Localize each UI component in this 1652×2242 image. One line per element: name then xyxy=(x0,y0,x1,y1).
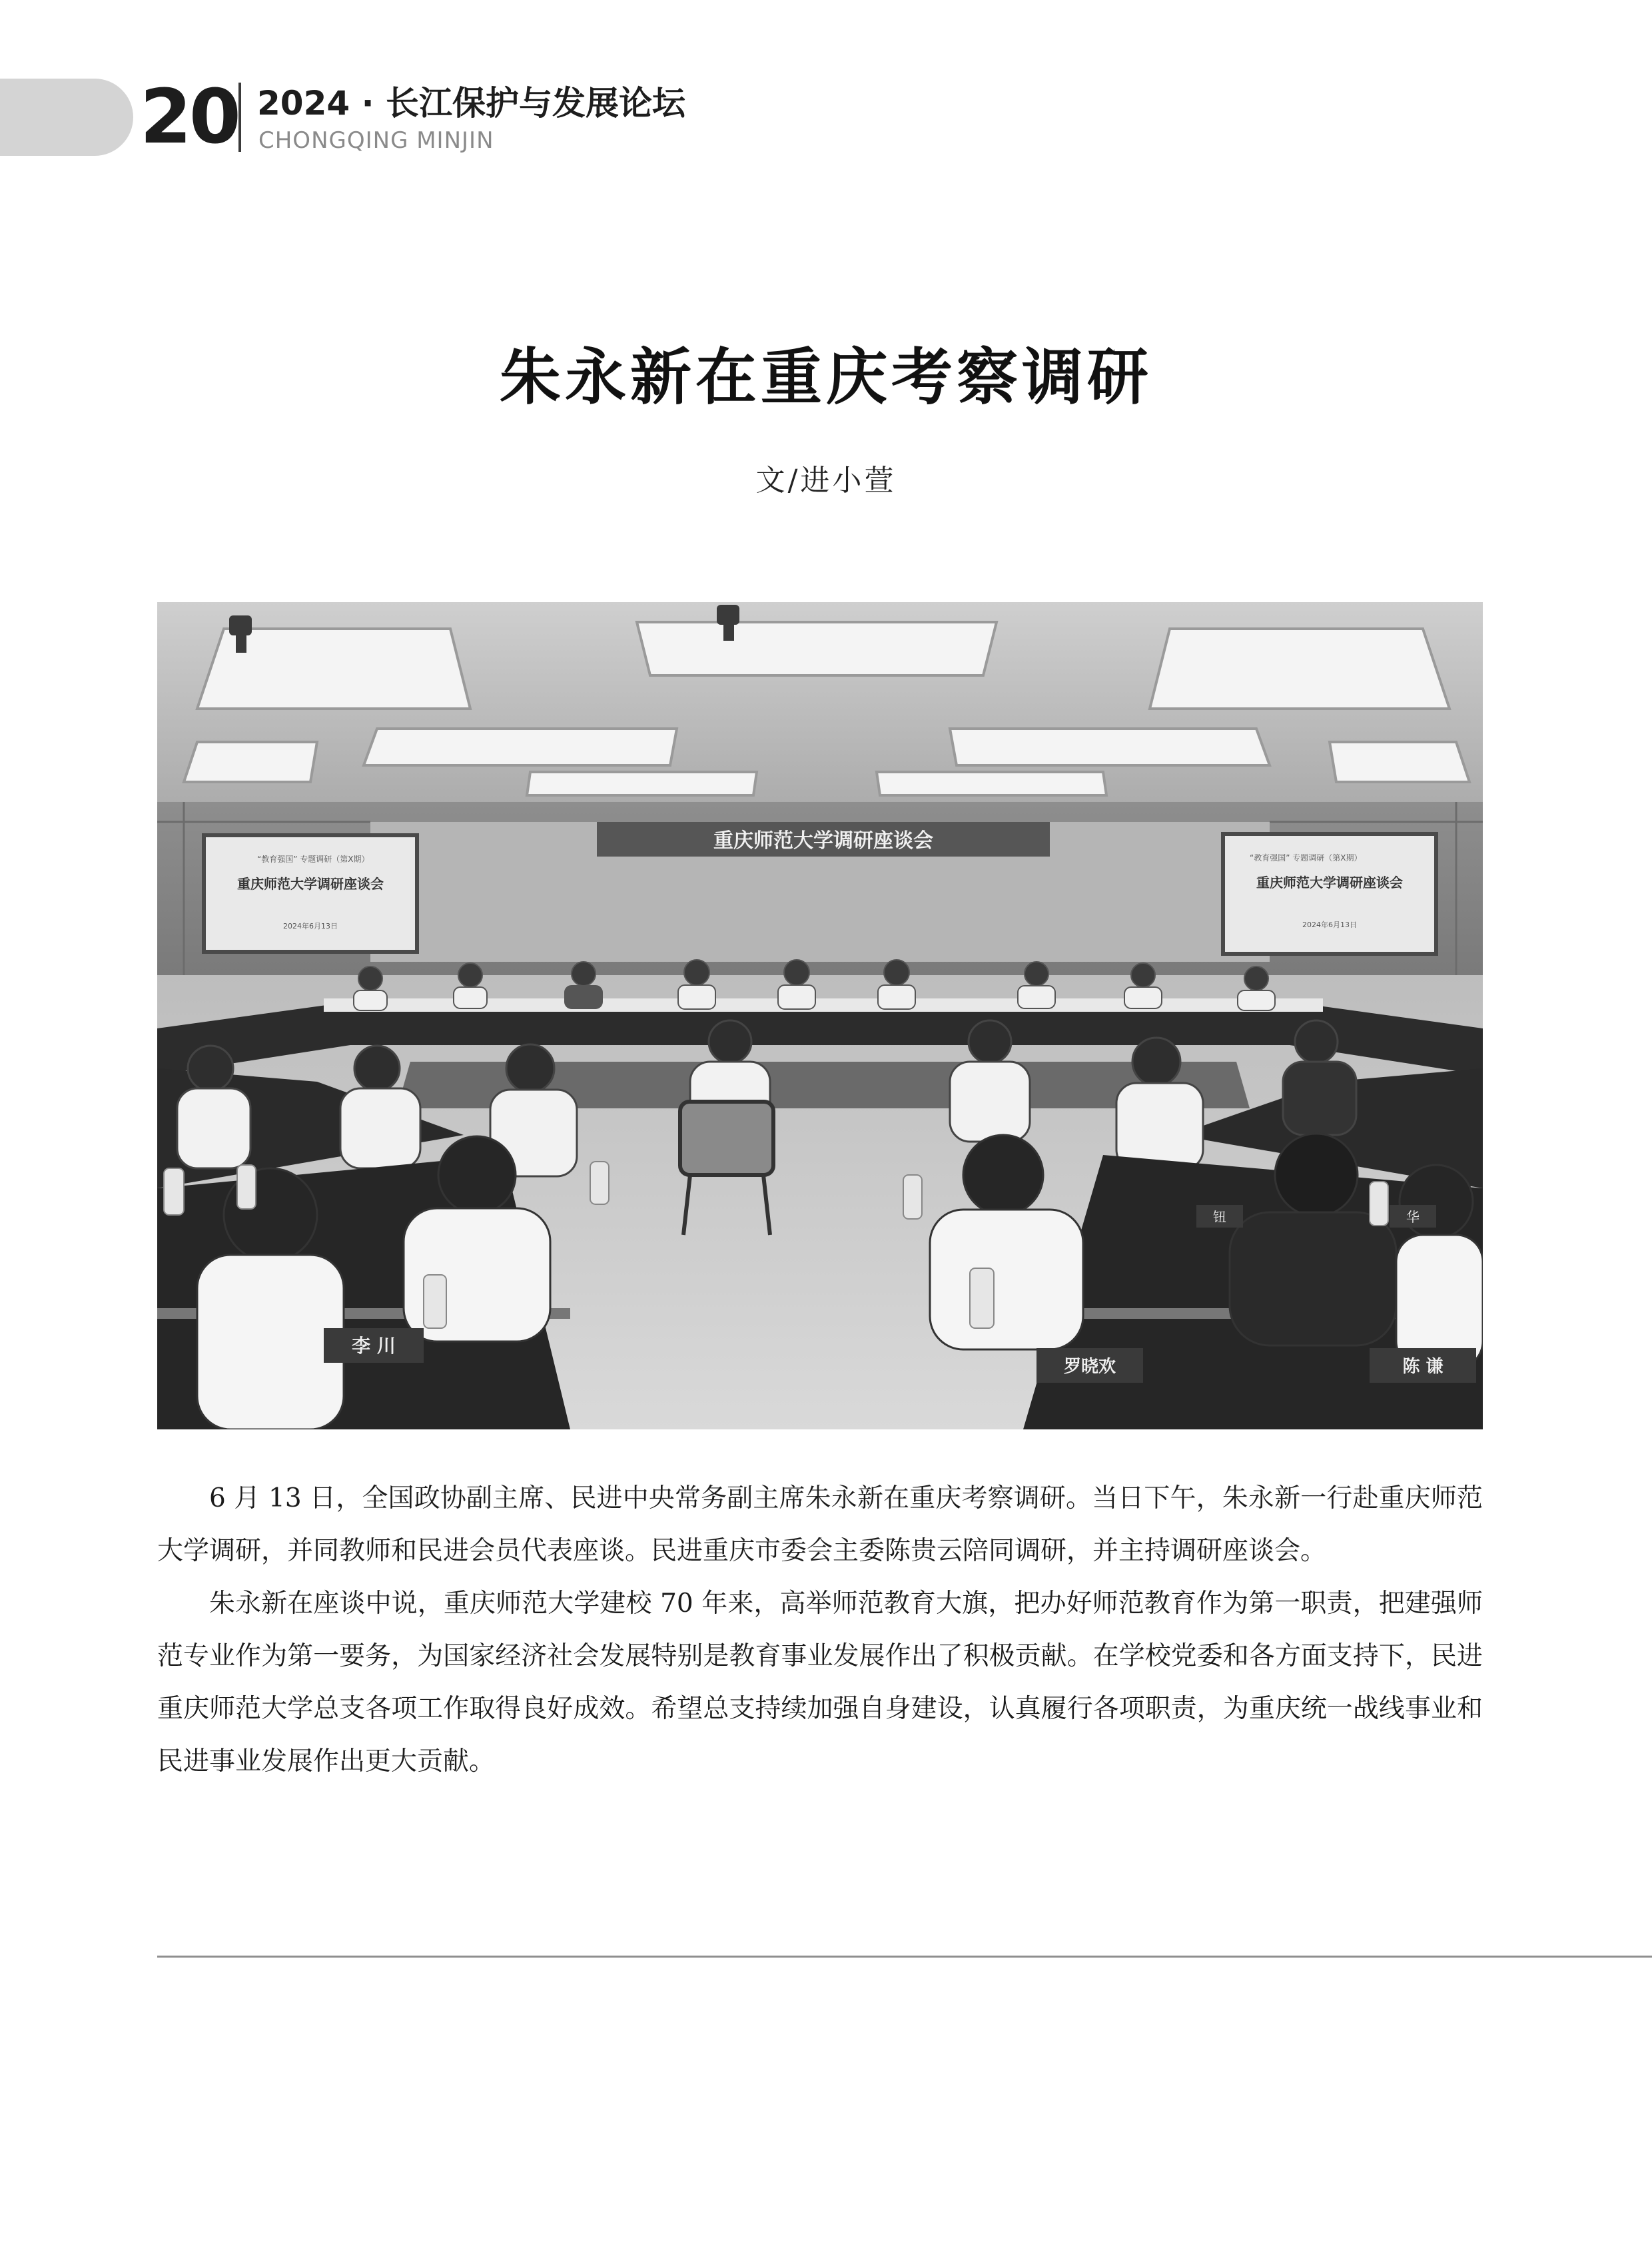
article-title: 朱永新在重庆考察调研 xyxy=(499,342,1152,413)
nameplate-1: 李 川 xyxy=(352,1335,396,1357)
magazine-name: CHONGQING MINJIN xyxy=(258,127,494,154)
article-byline: 文/进小萱 xyxy=(755,464,897,498)
paragraph: 6 月 13 日，全国政协副主席、民进中央常务副主席朱永新在重庆考察调研。当日下午，朱永新一行赴重庆师范大学调研，并同教师和民进会员代表座谈。民进重庆市委会主委陈贵云陪同调研，并主持调研座谈会。 xyxy=(157,1483,1483,1566)
header-tab-decoration xyxy=(0,79,133,156)
nameplate-4: 钮 xyxy=(1213,1209,1226,1225)
nameplate-2: 罗晓欢 xyxy=(1063,1357,1116,1377)
meeting-photo xyxy=(157,602,1483,1429)
screen-right-top: “教育强国” 专题调研（第X期） xyxy=(1250,853,1362,863)
section-title: 2024 · 长江保护与发展论坛 xyxy=(257,84,685,123)
screen-left-top: “教育强国” 专题调研（第X期） xyxy=(257,855,370,864)
screen-right-date: 2024年6月13日 xyxy=(1302,921,1357,929)
screen-left-title: 重庆师范大学调研座谈会 xyxy=(237,876,384,892)
paragraph: 朱永新在座谈中说，重庆师范大学建校 70 年来，高举师范教育大旗，把办好师范教育作为第一职责，把建强师范专业作为第一要务，为国家经济社会发展特别是教育事业发展作出了积极贡献。在学校党委和各方面支持下，民进重庆师范大学总支各项工作取得良好成效。希望总支持续加强自身建设，认真履行各项职责，为重庆统一战线事业和民进事业发展作出更大贡献。 xyxy=(157,1589,1483,1776)
screen-left-date: 2024年6月13日 xyxy=(283,922,338,931)
page-number: 20 xyxy=(140,74,238,161)
footer-divider xyxy=(157,1956,1652,1958)
article-body xyxy=(157,1472,1483,1788)
screen-right-title: 重庆师范大学调研座谈会 xyxy=(1256,875,1403,891)
meeting-banner: 重庆师范大学调研座谈会 xyxy=(713,829,933,853)
header-divider xyxy=(238,83,241,152)
nameplate-5: 华 xyxy=(1406,1209,1420,1225)
nameplate-3: 陈 谦 xyxy=(1402,1357,1444,1377)
